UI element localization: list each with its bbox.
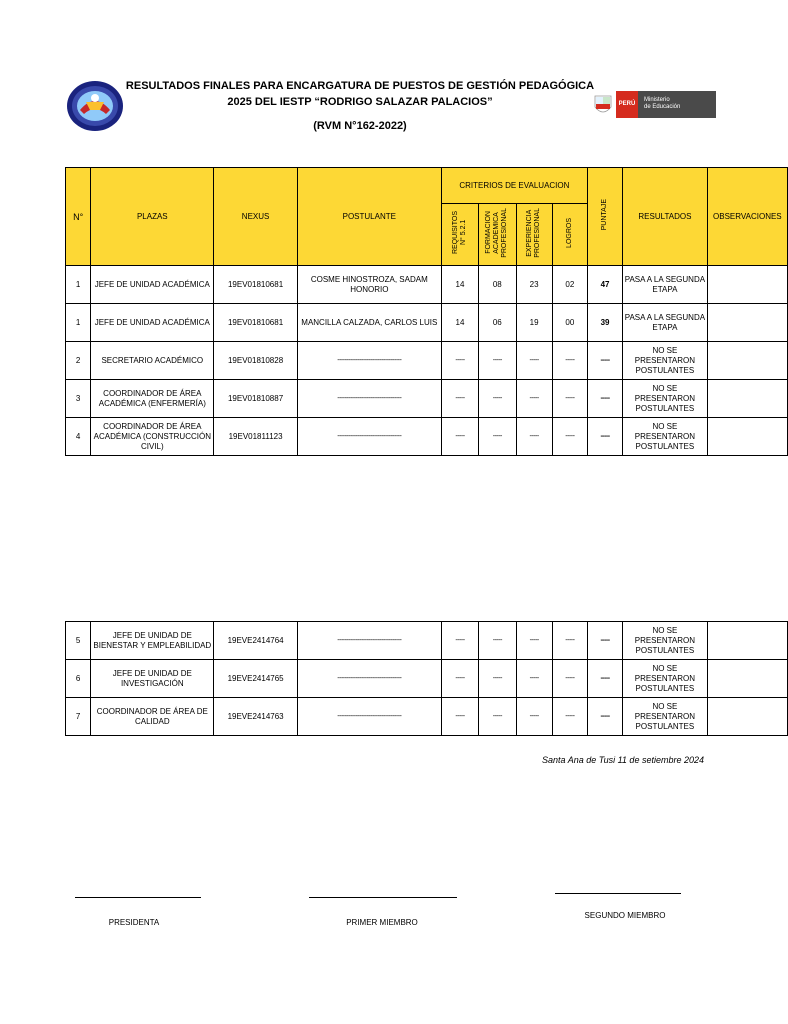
cell-observaciones	[707, 418, 787, 456]
cell-puntaje: -----	[587, 698, 622, 736]
cell-no: 4	[66, 418, 91, 456]
cell-observaciones	[707, 660, 787, 698]
cell-plaza: COORDINADOR DE ÁREA ACADÉMICA (ENFERMERÍA)	[91, 380, 214, 418]
cell-formacion: 08	[479, 266, 516, 304]
results-table-continued-body	[66, 622, 788, 736]
cell-observaciones	[707, 698, 787, 736]
minedu-logo	[592, 91, 716, 118]
cell-puntaje: -----	[587, 342, 622, 380]
header-no: N°	[66, 168, 91, 266]
cell-requisitos: -----	[441, 698, 478, 736]
institute-seal-logo	[66, 80, 124, 132]
cell-logros: -----	[552, 660, 587, 698]
cell-nexus: 19EV01810828	[214, 342, 298, 380]
cell-experiencia: 19	[516, 304, 552, 342]
cell-formacion: -----	[479, 342, 516, 380]
cell-formacion: -----	[479, 418, 516, 456]
table-row	[66, 266, 788, 304]
table-row	[66, 698, 788, 736]
results-table-body	[66, 266, 788, 456]
header-puntaje-label: PUNTAJE	[601, 199, 609, 231]
cell-formacion: -----	[479, 380, 516, 418]
table-row	[66, 342, 788, 380]
cell-postulante: -----------------------------------	[297, 418, 441, 456]
cell-formacion: -----	[479, 622, 516, 660]
cell-no: 7	[66, 698, 91, 736]
cell-nexus: 19EV01810681	[214, 266, 298, 304]
cell-puntaje: 47	[587, 266, 622, 304]
header-requisitos	[441, 204, 478, 266]
cell-puntaje: -----	[587, 418, 622, 456]
cell-puntaje: 39	[587, 304, 622, 342]
table-row	[66, 380, 788, 418]
cell-plaza: COORDINADOR DE ÁREA DE CALIDAD	[91, 698, 214, 736]
cell-requisitos: -----	[441, 342, 478, 380]
cell-observaciones	[707, 266, 787, 304]
results-table-continued	[65, 621, 788, 736]
header-nexus: NEXUS	[214, 168, 298, 266]
header-resultados: RESULTADOS	[623, 168, 708, 266]
cell-nexus: 19EVE2414765	[214, 660, 298, 698]
cell-resultado: NO SE PRESENTARON POSTULANTES	[623, 342, 708, 380]
cell-experiencia: -----	[516, 622, 552, 660]
cell-nexus: 19EV01810681	[214, 304, 298, 342]
peru-label: PERÚ	[616, 91, 638, 118]
cell-experiencia: -----	[516, 698, 552, 736]
cell-nexus: 19EVE2414764	[214, 622, 298, 660]
header-experiencia-label: EXPERIENCIA PROFESIONAL	[526, 208, 542, 258]
cell-postulante: -----------------------------------	[297, 698, 441, 736]
cell-puntaje: -----	[587, 622, 622, 660]
cell-resultado: PASA A LA SEGUNDA ETAPA	[623, 266, 708, 304]
cell-no: 1	[66, 266, 91, 304]
cell-nexus: 19EV01810887	[214, 380, 298, 418]
cell-formacion: 06	[479, 304, 516, 342]
header-formacion-label: FORMACION ACADEMICA PROFESIONAL	[485, 208, 509, 258]
signature-label-segundo-miembro: SEGUNDO MIEMBRO	[584, 911, 666, 920]
cell-postulante: -----------------------------------	[297, 380, 441, 418]
cell-plaza: JEFE DE UNIDAD ACADÉMICA	[91, 266, 214, 304]
cell-no: 3	[66, 380, 91, 418]
cell-postulante: MANCILLA CALZADA, CARLOS LUIS	[297, 304, 441, 342]
cell-experiencia: -----	[516, 660, 552, 698]
cell-formacion: -----	[479, 660, 516, 698]
ministry-box	[638, 91, 716, 118]
header-criterios: CRITERIOS DE EVALUACION	[441, 168, 587, 204]
cell-resultado: NO SE PRESENTARON POSTULANTES	[623, 622, 708, 660]
cell-experiencia: -----	[516, 418, 552, 456]
signature-line-primer-miembro	[309, 897, 457, 898]
cell-logros: -----	[552, 622, 587, 660]
signature-line-presidenta	[75, 897, 201, 898]
cell-requisitos: -----	[441, 622, 478, 660]
cell-resultado: NO SE PRESENTARON POSTULANTES	[623, 418, 708, 456]
ministry-line-1: Ministerio	[644, 97, 670, 103]
cell-plaza: JEFE DE UNIDAD DE BIENESTAR Y EMPLEABILIDAD	[91, 622, 214, 660]
cell-requisitos: -----	[441, 380, 478, 418]
cell-puntaje: -----	[587, 380, 622, 418]
results-table	[65, 167, 788, 456]
peru-shield-icon	[592, 93, 614, 117]
header-postulante: POSTULANTE	[297, 168, 441, 266]
ministry-line-2: de Educación	[644, 104, 681, 110]
cell-logros: -----	[552, 418, 587, 456]
cell-logros: -----	[552, 342, 587, 380]
cell-nexus: 19EV01811123	[214, 418, 298, 456]
header-plazas: PLAZAS	[91, 168, 214, 266]
cell-logros: 02	[552, 266, 587, 304]
document-title-line-2: 2025 DEL IESTP “RODRIGO SALAZAR PALACIOS”	[227, 96, 493, 108]
document-title-line-1: RESULTADOS FINALES PARA ENCARGATURA DE PUESTOS DE GESTIÓN PEDAGÓGICA	[125, 80, 595, 92]
header-requisitos-label: REQUISITOS N° 5.2.1	[451, 211, 467, 255]
cell-resultado: NO SE PRESENTARON POSTULANTES	[623, 380, 708, 418]
cell-observaciones	[707, 380, 787, 418]
cell-postulante: -----------------------------------	[297, 622, 441, 660]
cell-requisitos: -----	[441, 660, 478, 698]
cell-experiencia: 23	[516, 266, 552, 304]
cell-observaciones	[707, 304, 787, 342]
signature-line-segundo-miembro	[555, 893, 681, 894]
table-row	[66, 304, 788, 342]
cell-no: 6	[66, 660, 91, 698]
cell-experiencia: -----	[516, 342, 552, 380]
cell-resultado: NO SE PRESENTARON POSTULANTES	[623, 660, 708, 698]
cell-puntaje: -----	[587, 660, 622, 698]
header-logros	[552, 204, 587, 266]
table-row	[66, 622, 788, 660]
header-puntaje	[587, 168, 622, 266]
cell-postulante: -----------------------------------	[297, 342, 441, 380]
cell-no: 5	[66, 622, 91, 660]
cell-nexus: 19EVE2414763	[214, 698, 298, 736]
cell-no: 1	[66, 304, 91, 342]
header-observaciones: OBSERVACIONES	[707, 168, 787, 266]
cell-requisitos: -----	[441, 418, 478, 456]
cell-resultado: NO SE PRESENTARON POSTULANTES	[623, 698, 708, 736]
cell-formacion: -----	[479, 698, 516, 736]
place-date: Santa Ana de Tusi 11 de setiembre 2024	[542, 755, 704, 765]
cell-plaza: JEFE DE UNIDAD DE INVESTIGACIÓN	[91, 660, 214, 698]
document-title-line-3: (RVM N°162-2022)	[313, 120, 407, 132]
cell-experiencia: -----	[516, 380, 552, 418]
cell-logros: -----	[552, 380, 587, 418]
cell-requisitos: 14	[441, 266, 478, 304]
cell-no: 2	[66, 342, 91, 380]
table-row	[66, 660, 788, 698]
cell-observaciones	[707, 342, 787, 380]
cell-observaciones	[707, 622, 787, 660]
table-row	[66, 418, 788, 456]
cell-resultado: PASA A LA SEGUNDA ETAPA	[623, 304, 708, 342]
cell-plaza: SECRETARIO ACADÉMICO	[91, 342, 214, 380]
signature-label-primer-miembro: PRIMER MIEMBRO	[346, 918, 418, 927]
cell-logros: 00	[552, 304, 587, 342]
cell-plaza: JEFE DE UNIDAD ACADÉMICA	[91, 304, 214, 342]
signature-label-presidenta: PRESIDENTA	[108, 918, 160, 927]
header-formacion	[479, 204, 516, 266]
cell-logros: -----	[552, 698, 587, 736]
cell-plaza: COORDINADOR DE ÁREA ACADÉMICA (CONSTRUCCIÓN CIVIL)	[91, 418, 214, 456]
cell-postulante: -----------------------------------	[297, 660, 441, 698]
cell-postulante: COSME HINOSTROZA, SADAM HONORIO	[297, 266, 441, 304]
header-experiencia	[516, 204, 552, 266]
header-logros-label: LOGROS	[565, 218, 573, 248]
cell-requisitos: 14	[441, 304, 478, 342]
